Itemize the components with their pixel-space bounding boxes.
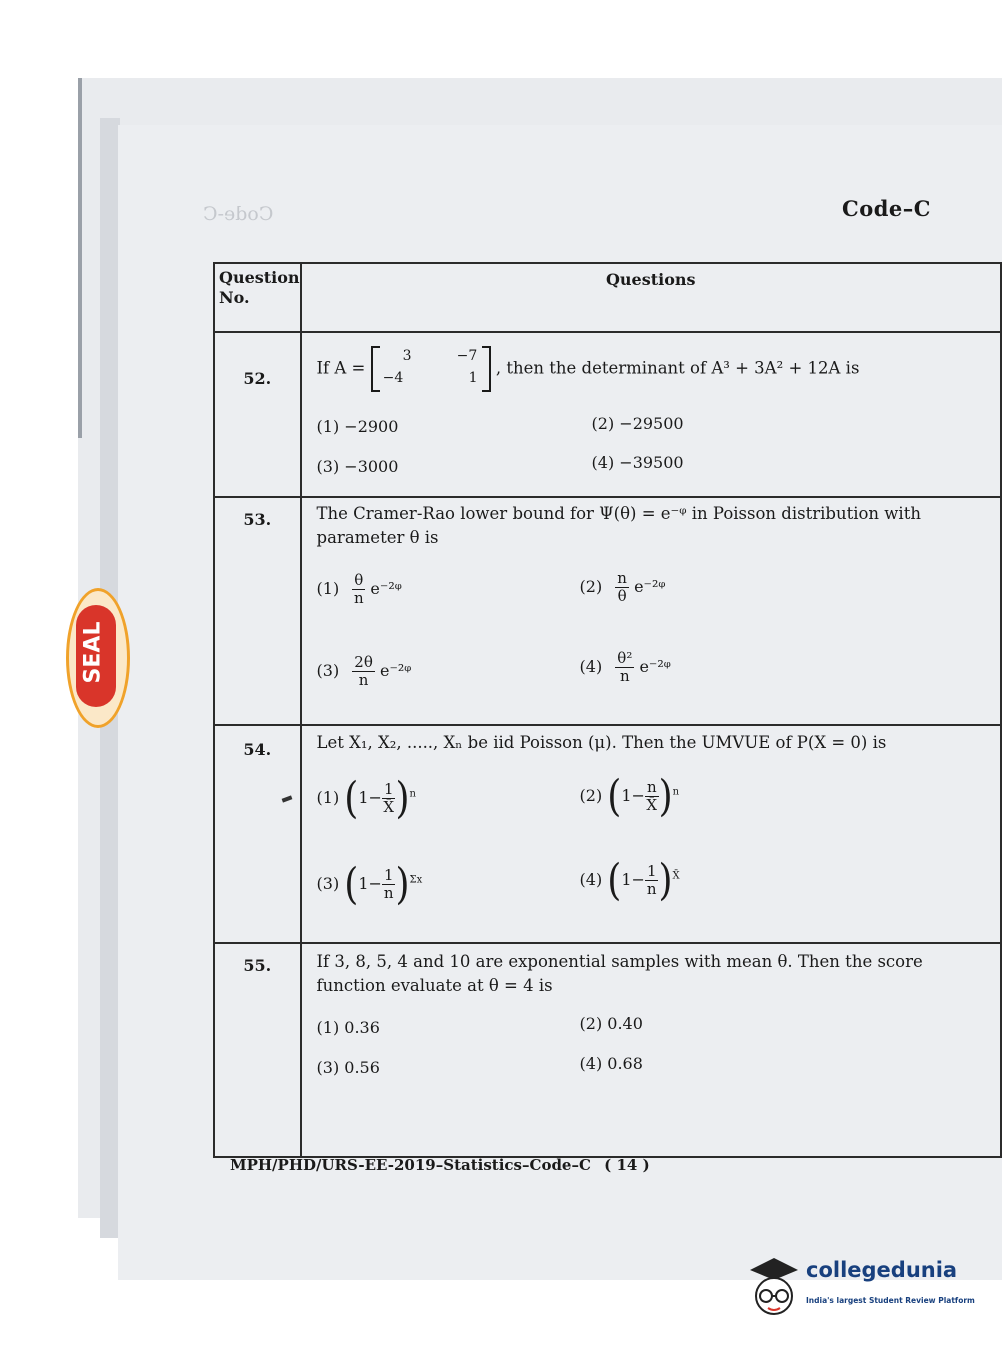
fraction-numerator: 1	[646, 862, 657, 880]
question-text: The Cramer-Rao lower bound for Ψ(θ) = e⁻ᵠ in Poisson distribution with	[316, 504, 921, 523]
question-row	[214, 497, 1001, 725]
option-1: (1) 0.36	[316, 1018, 380, 1037]
exponential-term: e⁻²ᵠ	[370, 579, 402, 598]
question-row	[214, 943, 1001, 1157]
seal-band	[76, 605, 116, 707]
page-number: ( 14 )	[604, 1156, 650, 1174]
question-body	[301, 497, 1001, 725]
fraction-denominator: n	[646, 880, 657, 898]
question-number: 54.	[214, 725, 301, 943]
page-footer	[230, 1156, 650, 1174]
power-term: n	[409, 788, 416, 800]
fraction-numerator: 1	[383, 866, 394, 884]
logo-tagline: India's largest Student Review Platform	[806, 1296, 975, 1305]
fraction-numerator: θ²	[617, 649, 633, 667]
question-text: If A =	[316, 358, 366, 378]
question-number: 55.	[214, 943, 301, 1157]
page-edge	[78, 78, 82, 438]
option-label: (2)	[579, 786, 603, 805]
power-term: n	[672, 786, 680, 798]
fraction-denominator: n	[358, 671, 369, 689]
power-term: X̄	[672, 870, 680, 882]
fraction-denominator: n	[619, 667, 630, 685]
question-number: 53.	[214, 497, 301, 725]
fraction-numerator: n	[646, 778, 657, 796]
option-label: (3)	[316, 874, 340, 893]
question-body	[301, 332, 1001, 497]
option-label: (4)	[579, 870, 603, 889]
option-1: (1) −2900	[316, 417, 399, 436]
fraction-numerator: n	[617, 569, 627, 587]
collegedunia-logo	[744, 1252, 984, 1322]
question-no-header: Question No.	[214, 263, 301, 332]
question-text-line2: parameter θ is	[316, 528, 439, 547]
question-text: Let X₁, X₂, ....., Xₙ be iid Poisson (μ). Then the UMVUE of P(X = 0) is	[316, 733, 887, 752]
question-body	[301, 943, 1001, 1157]
code-header: Code–C	[842, 196, 931, 221]
option-1: (1) (1− $\frac{1}{X̄}$ )$^n$	[316, 773, 416, 824]
exponential-term: e⁻²ᵠ	[639, 657, 671, 676]
option-2: (2) −29500	[591, 414, 684, 433]
matrix-cell: 3	[402, 348, 412, 364]
option-label: (4)	[579, 657, 603, 676]
logo-name: collegedunia	[806, 1258, 958, 1282]
questions-header: Questions	[301, 263, 1001, 332]
power-term: Σx	[409, 874, 423, 886]
option-2: (2) (1− $\frac{n}{X̄}$ )$^n$	[579, 771, 680, 822]
fraction-denominator: X̄	[383, 798, 395, 816]
question-row	[214, 332, 1001, 497]
footer-code: MPH/PHD/URS-EE-2019–Statistics–Code–C	[230, 1156, 591, 1174]
option-4: (4) −39500	[591, 453, 684, 472]
option-3: (3) −3000	[316, 457, 399, 476]
fraction-denominator: X̄	[646, 796, 658, 814]
option-3: (3) (1− $\frac{1}{n}$ )$^{\Sigma x}$	[316, 859, 423, 910]
option-label: (2)	[579, 577, 603, 596]
question-text-line2: function evaluate at θ = 4 is	[316, 976, 553, 995]
question-number: 52.	[214, 332, 301, 497]
matrix-cell: −7	[456, 348, 478, 364]
matrix-cell: −4	[382, 370, 404, 386]
option-4: (4) (1− $\frac{1}{n}$ )$^{X̄}$	[579, 855, 680, 906]
fraction-denominator: n	[383, 884, 394, 902]
fraction-numerator: 1	[383, 780, 394, 798]
option-4: (4) 0.68	[579, 1054, 643, 1073]
option-3: (3) 0.56	[316, 1058, 380, 1077]
seal-text: SEAL	[80, 621, 106, 684]
questions-table	[213, 262, 1002, 1158]
question-row	[214, 725, 1001, 943]
option-1	[317, 572, 402, 607]
option-2	[580, 570, 666, 605]
option-2: (2) 0.40	[579, 1014, 643, 1033]
matrix-cell: 1	[468, 370, 478, 386]
option-4	[580, 650, 671, 685]
bleed-through-header: Code-C	[203, 203, 274, 225]
fraction-denominator: n	[353, 589, 364, 607]
exponential-term: e⁻²ᵠ	[634, 577, 666, 596]
mascot-icon	[744, 1252, 804, 1322]
fraction-numerator: 2θ	[354, 653, 373, 671]
matrix-a	[371, 346, 491, 392]
option-3	[317, 654, 412, 689]
fraction-denominator: θ	[617, 587, 627, 605]
option-label: (3)	[316, 661, 340, 680]
option-label: (1)	[316, 788, 340, 807]
seal-stamp	[66, 588, 130, 728]
fraction-numerator: θ	[354, 571, 364, 589]
question-text: If 3, 8, 5, 4 and 10 are exponential samples with mean θ. Then the score	[316, 952, 923, 971]
question-body	[301, 725, 1001, 943]
exponential-term: e⁻²ᵠ	[379, 661, 412, 680]
question-text-suffix: , then the determinant of A³ + 3A² + 12A is	[495, 358, 860, 378]
option-label: (1)	[316, 579, 340, 598]
